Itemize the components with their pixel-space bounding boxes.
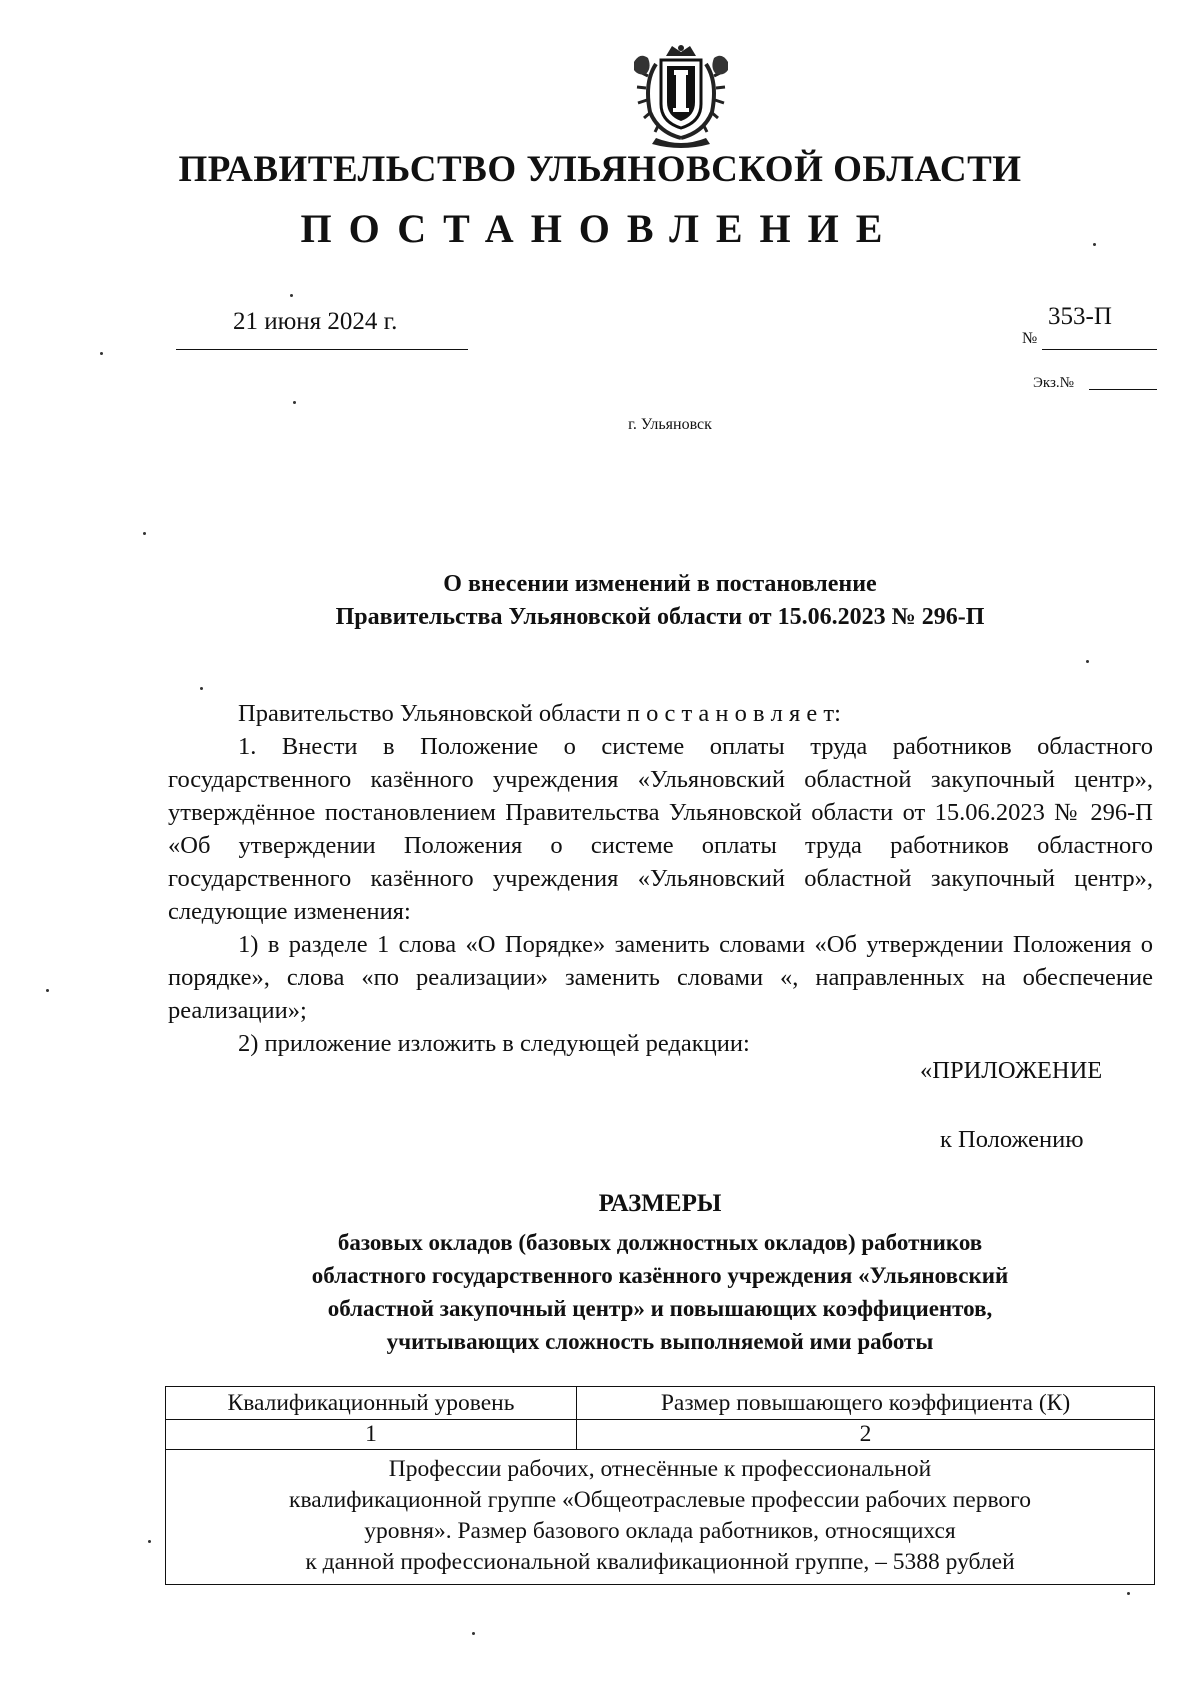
scan-speck [290, 294, 293, 297]
document-number: 353-П [1048, 303, 1112, 330]
scan-speck [46, 989, 49, 992]
group-line-1: Профессии рабочих, отнесённые к профессиональной [388, 1456, 932, 1482]
document-date: 21 июня 2024 г. [233, 308, 398, 335]
scan-speck [1086, 660, 1089, 663]
scan-speck [1127, 1592, 1130, 1595]
group-line-4: к данной профессиональной квалификационной группе, – 5388 рублей [305, 1549, 1015, 1575]
table-column-numbers-row [166, 1420, 1155, 1450]
resolution-body [168, 697, 1153, 1060]
paragraph-1: 1. Внести в Положение о системе оплаты труда работников областного государственного казённого учреждения «Ульяновский областной закупочный центр», утверждённое постановлением Правительства Ульяновской области от 15.06.2023 № 296-П «Об утверждении Положения о системе оплаты труда работников областного государственного казённого учреждения «Ульяновский областной закупочный центр», следующие изменения: [168, 733, 1153, 925]
scan-speck [143, 532, 146, 535]
sizes-heading: РАЗМЕРЫ [598, 1190, 722, 1217]
subject-line-1: О внесении изменений в постановление [443, 571, 877, 597]
sizes-subheading [0, 1226, 1200, 1358]
professional-group-cell [166, 1450, 1155, 1585]
resolution-preamble: Правительство Ульяновской области п о с т а н о в л я е т: [238, 700, 841, 727]
scan-speck [293, 401, 296, 404]
sizes-subheading-line-3: областной закупочный центр» и повышающих коэффициентов, [327, 1296, 993, 1321]
appendix-reference: к Положению [940, 1126, 1084, 1153]
sizes-subheading-line-2: областного государственного казённого учреждения «Ульяновский [311, 1263, 1009, 1288]
group-line-2: квалификационной группе «Общеотраслевые профессии рабочих первого [289, 1487, 1031, 1513]
sizes-subheading-line-4: учитывающих сложность выполняемой ими работы [386, 1329, 934, 1354]
document-type-title: ПОСТАНОВЛЕНИЕ [300, 206, 900, 251]
subparagraph-2: 2) приложение изложить в следующей редакции: [238, 1030, 750, 1057]
scan-speck [148, 1540, 151, 1543]
sizes-subheading-line-1: базовых окладов (базовых должностных окладов) работников [337, 1230, 983, 1255]
document-subject [0, 568, 1200, 634]
subject-line-2: Правительства Ульяновской области от 15.06.2023 № 296-П [335, 604, 985, 630]
coefficients-table [165, 1386, 1155, 1585]
copy-number-label: Экз.№ [1033, 375, 1074, 391]
city: г. Ульяновск [628, 416, 712, 433]
date-underline [176, 349, 468, 350]
column-header-level: Квалификационный уровень [166, 1387, 577, 1420]
number-sign: № [1022, 330, 1038, 347]
coat-of-arms-emblem [626, 42, 736, 150]
scan-speck [472, 1632, 475, 1635]
column-header-coefficient: Размер повышающего коэффициента (К) [577, 1387, 1155, 1420]
appendix-label: «ПРИЛОЖЕНИЕ [920, 1057, 1103, 1084]
column-number-1: 1 [166, 1420, 577, 1450]
table-row [166, 1450, 1155, 1585]
scan-speck [100, 352, 103, 355]
column-number-2: 2 [577, 1420, 1155, 1450]
group-line-3: уровня». Размер базового оклада работников, относящихся [364, 1518, 956, 1544]
subparagraph-1: 1) в разделе 1 слова «О Порядке» заменить словами «Об утверждении Положения о порядке», слова «по реализации» заменить словами «, направленных на обеспечение реализации»; [168, 931, 1153, 1024]
table-header-row [166, 1387, 1155, 1420]
copy-number-underline [1089, 389, 1157, 390]
number-underline [1042, 349, 1157, 350]
organization-name: ПРАВИТЕЛЬСТВО УЛЬЯНОВСКОЙ ОБЛАСТИ [178, 149, 1022, 190]
scan-speck [200, 687, 203, 690]
scan-speck [1093, 243, 1096, 246]
